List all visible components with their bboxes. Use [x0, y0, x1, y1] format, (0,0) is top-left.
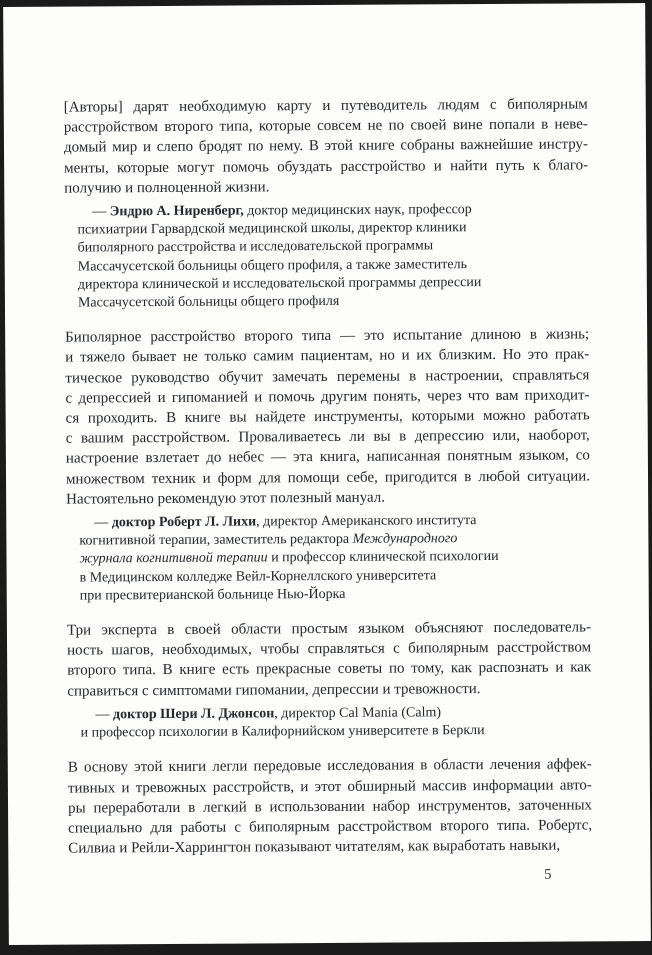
text-line	[64, 155, 588, 178]
review-quote-2	[65, 325, 590, 510]
reviewer-name: доктор Роберт Л. Лихи	[111, 514, 257, 531]
text-segment: —	[95, 707, 114, 723]
reviewer-name: доктор Шери Л. Джонсон	[112, 706, 275, 723]
text-segment: —	[94, 515, 112, 531]
journal-title: Международного	[352, 531, 458, 548]
text-segment: , директор Американского института	[256, 513, 477, 530]
review-quote-3	[67, 617, 591, 701]
text-segment: с депрессией и гипоманией и помочь другим понять, через что вам приходит-	[65, 387, 590, 407]
text-segment: Массачусетской больницы общего профиля	[77, 293, 340, 311]
text-segment: Три эксперта в своей области простым языком объясняют последователь-	[66, 619, 591, 639]
text-line	[68, 775, 592, 798]
text-segment: при пресвитерианской больнице Нью-Йорка	[79, 586, 346, 604]
text-segment: в Медицинском колледже Вейл-Корнеллского университета	[79, 568, 437, 586]
text-segment: В основу этой книги легли передовые исследования в области лечения аффек-	[67, 756, 592, 776]
text-segment: множеством техник и форм для помощи себе, пригодится в любой ситуации.	[65, 468, 591, 488]
text-line	[64, 135, 588, 158]
review-quote-1	[64, 94, 589, 198]
review-quote-4	[68, 755, 593, 859]
text-segment: Биполярное расстройство второго типа — это испытание длиною в жизнь;	[65, 326, 590, 346]
attribution-nierenberg	[77, 200, 589, 312]
reviewer-name: Эндрю А. Ниренберг,	[109, 203, 244, 220]
text-segment: справиться с симптомами гипомании, депрессии и тревожности.	[67, 680, 481, 700]
text-segment: получию и полноценной жизни.	[64, 179, 270, 197]
journal-title: журнала когнитивной терапии	[79, 550, 268, 567]
text-line	[67, 678, 591, 701]
text-segment: Массачусетской больницы общего профиля, а также заместитель	[77, 256, 468, 275]
text-column	[64, 94, 593, 886]
attribution-leahy	[79, 511, 591, 605]
text-segment: Силвиа и Рейли-Харрингтон показывают читателям, как выработать навыки,	[68, 837, 561, 857]
text-segment: биполярного расстройства и исследовательской программы	[77, 238, 434, 256]
text-segment: Настоятельно рекомендую этот полезный мануал.	[66, 489, 386, 508]
text-line	[68, 755, 592, 778]
attribution-johnson	[80, 703, 591, 743]
text-segment: , директор Cal Mania (Calm)	[274, 705, 442, 722]
text-segment: домый мир и слепо бродят по нему. В этой книге собраны важнейшие инстру-	[63, 136, 589, 157]
text-segment: второго типа. В книге есть прекрасные советы по тому, как распознать и как	[67, 659, 592, 680]
text-segment: и профессор клинической психологии	[267, 549, 499, 566]
text-line	[65, 345, 589, 368]
text-segment: ры переработали в легкий в использовании набор инструментов, заточенных	[67, 797, 593, 817]
text-line	[66, 466, 590, 489]
text-segment: когнитивной терапии, заместитель редактора	[79, 532, 353, 549]
text-line	[80, 584, 591, 605]
text-segment: —	[92, 204, 110, 220]
text-segment: директора клинической и исследовательской программы депрессии	[77, 274, 482, 293]
text-segment: психиатрии Гарвардской медицинской школы, директор клиники	[77, 220, 467, 238]
text-segment: расстройством второго типа, которые совсем не по своей вине попали в неве-	[63, 116, 588, 136]
text-line	[68, 835, 592, 858]
book-page	[3, 3, 651, 945]
text-segment: тивных и тревожных расстройств, и этот обширный массив информации авто-	[67, 776, 592, 797]
text-segment: с вашим расстройством. Проваливаетесь ли вы в депрессию или, наоборот,	[65, 427, 590, 447]
text-line	[64, 175, 588, 198]
text-segment: и тяжело бывает не только самим пациентам, но и их близким. Но это прак-	[65, 346, 590, 367]
page-number: 5	[544, 866, 552, 883]
text-line	[78, 291, 589, 312]
text-segment: менты, которые могут помочь обуздать расстройство и найти путь к благо-	[64, 157, 589, 177]
text-line	[67, 658, 591, 681]
text-segment: настроение взлетает до небес — эта книга, написанная понятным языком, со	[65, 447, 590, 468]
text-segment: [Авторы] дарят необходимую карту и путеводитель людям с биполярным	[63, 96, 588, 116]
text-segment: доктор медицинских наук, профессор	[243, 202, 472, 219]
text-segment: и профессор психологии в Калифорнийском университете в Беркли	[80, 723, 485, 741]
text-segment: специально для работы с биполярным расстройством второго типа. Робертс,	[68, 817, 593, 837]
text-segment: тическое руководство обучит замечать перемены в настроении, справляться	[65, 367, 590, 387]
text-line	[66, 446, 590, 469]
text-segment: ся проходить. В книге вы найдете инструменты, которыми можно работать	[65, 407, 590, 427]
text-segment: ность шагов, необходимых, чтобы справляться с биполярным расстройством	[67, 639, 592, 659]
text-line	[66, 486, 590, 509]
text-line	[81, 721, 592, 742]
